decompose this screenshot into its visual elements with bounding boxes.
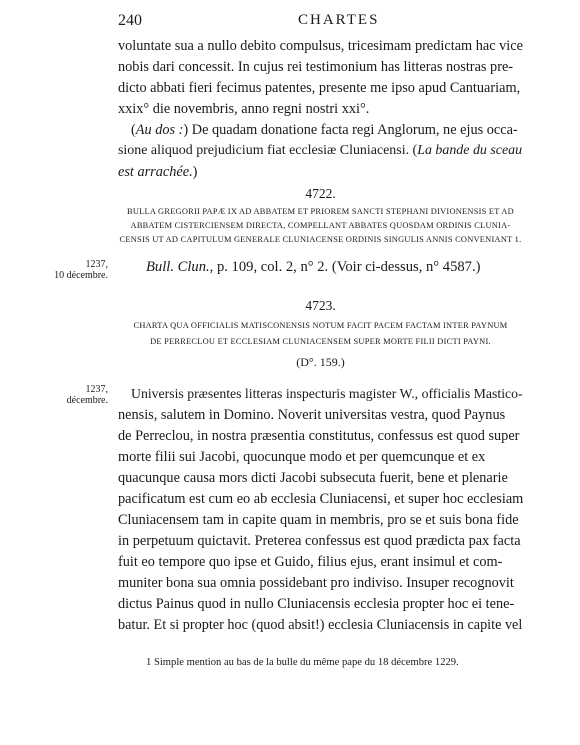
text-line: dicto abbati fieri fecimus patentes, presente me ipso apud Cantuariam, <box>118 80 521 96</box>
charter-number: 4722. <box>305 186 336 201</box>
text-line: sione aliquod prejudicium fiat ecclesiæ Cluniacensi. (La bande du sceau <box>118 143 523 158</box>
margin-date-month: décembre. <box>66 395 108 406</box>
text-line: est arrachée.) <box>118 164 198 180</box>
charter-number: 4723. <box>305 298 336 313</box>
running-title: CHARTES <box>298 12 380 28</box>
text-line: voluntate sua a nullo debito compulsus, tricesimam predictam hac vice <box>118 38 523 54</box>
text-line: batur. Et si propter hoc (quod absit!) ecclesia Cluniacensis in capite vel <box>118 617 523 633</box>
text-line: dictus Painus quod in nullo Cluniacensis ecclesia propter hoc ei tene- <box>118 596 515 612</box>
margin-date <box>38 384 108 406</box>
text-line: pacificatum est cum eo ab ecclesia Cluniacensi, et super hoc ecclesiam <box>118 491 524 507</box>
margin-date-year: 1237, <box>85 384 108 395</box>
text-line: xxix° die novembris, anno regni nostri xxi°. <box>118 101 370 117</box>
margin-date-day: 10 décembre. <box>54 270 108 281</box>
text-line: in perpetuum quictavit. Preterea confessus est quod prædicta pax facta <box>118 533 521 549</box>
charter-title-line: ABBATEM CISTERCIENSEM DIRECTA, COMPELLANT ABBATES QUOSDAM ORDINIS CLUNIA- <box>130 221 511 230</box>
charter-title-line: CENSIS UT AD CAPITULUM GENERALE CLUNIACENSE ORDINIS SINGULIS ANNIS CONVENIANT 1. <box>119 235 522 244</box>
source-citation: Bull. Clun., p. 109, col. 2, n° 2. (Voir ci-dessus, n° 4587.) <box>146 259 481 275</box>
margin-date <box>38 259 108 281</box>
text-line: Universis præsentes litteras inspecturis magister W., officialis Mastico- <box>131 386 523 401</box>
page-number: 240 <box>118 12 142 29</box>
text-line: quacunque causa mors dicti Jacobi subsecuta fuerit, bene et plenarie <box>118 470 508 486</box>
text-line: muniter bona sua omnia possidebant pro indiviso. Insuper recognovit <box>118 575 514 591</box>
margin-date-year: 1237, <box>85 259 108 270</box>
text-line: nensis, salutem in Domino. Noverit universitas vestra, quod Paynus <box>118 407 506 423</box>
charter-title-line: BULLA GREGORII PAPÆ IX AD ABBATEM ET PRIOREM SANCTI STEPHANI DIVIONENSIS ET AD <box>127 207 514 216</box>
text-line: de Perreclou, in nostra præsentia constitutus, confessus est quod super <box>118 428 520 444</box>
text-line: Cluniacensem tam in capite quam in membris, pro se et suis bona fide <box>118 512 519 528</box>
charter-reference: (D°. 159.) <box>296 355 345 369</box>
footnote: 1 Simple mention au bas de la bulle du même pape du 18 décembre 1229. <box>146 657 459 668</box>
text-line: (Au dos :) De quadam donatione facta regi Anglorum, ne ejus occa- <box>131 122 518 138</box>
text-line: nobis dari concessit. In cujus rei testimonium has litteras nostras pre- <box>118 59 514 75</box>
charter-title-line: DE PERRECLOU ET ECCLESIAM CLUNIACENSEM SUPER MORTE FILII DICTI PAYNI. <box>150 337 491 346</box>
text-line: morte filii sui Jacobi, quocunque modo et per quemcunque et ex <box>118 449 486 465</box>
text-line: fuit eo tempore quo ipse et Guido, filius ejus, erant insimul et com- <box>118 554 503 570</box>
charter-title-line: CHARTA QUA OFFICIALIS MATISCONENSIS NOTUM FACIT PACEM FACTAM INTER PAYNUM <box>133 321 508 330</box>
